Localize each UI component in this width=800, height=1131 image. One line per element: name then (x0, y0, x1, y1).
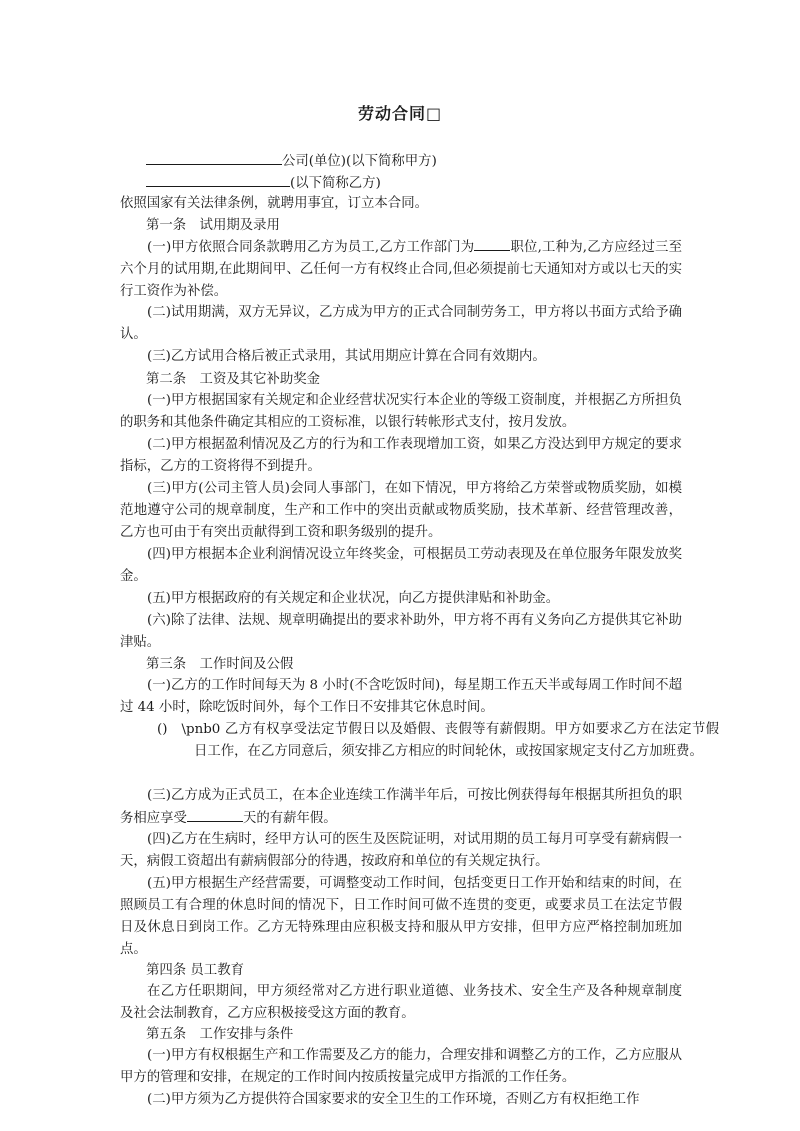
intro-text: 依照国家有关法律条例，就聘用事宜，订立本合同。 (120, 196, 428, 211)
article-2-clause-2: (二)甲方根据盈利情况及乙方的行为和工作表现增加工资，如果乙方没达到甲方规定的要求指标，乙方的工资将得不到提升。 (120, 437, 682, 474)
article-3-clause-2: () \pnb0 乙方有权享受法定节假日以及婚假、丧假等有薪假期。甲方如要求乙方在法定节假日工作，在乙方同意后，须安排乙方相应的时间轮休，或按国家规定支付乙方加班费。 (157, 722, 719, 759)
article-2-clause-4: (四)甲方根据本企业利润情况设立年终奖金，可根据员工劳动表现及在单位服务年限发放奖金。 (120, 547, 682, 584)
party-b-blank (146, 172, 290, 187)
article-1-title: 第一条 试用期及录用 (146, 218, 280, 233)
party-b-line (146, 172, 381, 194)
article-1-clause-1: (一)甲方依照合同条款聘用乙方为员工,乙方工作部门为 职位,工种为,乙方应经过三至六个月的试用期,在此期间甲、乙任何一方有权终止合同,但必须提前七天通知对方或以七天的实行工资作为补偿。 (120, 236, 682, 303)
article-2-clause-3: (三)甲方(公司主管人员)会同人事部门，在如下情况，甲方将给乙方荣誉或物质奖励，如模范地遵守公司的规章制度，生产和工作中的突出贡献或物质奖励，技术革新、经营管理改善，乙方也可由于有突出贡献得到工资和职务级别的提升。 (120, 481, 682, 540)
article-1-clause-2: (二)试用期满，双方无异议，乙方成为甲方的正式合同制劳务工，甲方将以书面方式给予确认。 (120, 305, 682, 342)
party-b-label: (以下简称乙方) (290, 176, 381, 191)
article-4-clause-1: 在乙方任职期间，甲方须经常对乙方进行职业道德、业务技术、安全生产及各种规章制度及社会法制教育，乙方应积极接受这方面的教育。 (120, 984, 682, 1021)
article-5-title: 第五条 工作安排与条件 (146, 1027, 294, 1042)
department-blank (474, 236, 510, 251)
party-a-blank (146, 150, 282, 165)
article-2-clause-6: (六)除了法律、法规、规章明确提出的要求补助外，甲方将不再有义务向乙方提供其它补助津贴。 (120, 613, 682, 650)
article-3-clause-5: (五)甲方根据生产经营需要，可调整变动工作时间，包括变更日工作开始和结束的时间，在照顾员工有合理的休息时间的情况下，日工作时间可做不连贯的变更，或要求员工在法定节假日及休息日到岗工作。乙方无特殊理由应积极支持和服从甲方安排，但甲方应严格控制加班加点。 (120, 876, 682, 957)
article-1-clause-3: (三)乙方试用合格后被正式录用，其试用期应计算在合同有效期内。 (147, 349, 546, 364)
article-3-title: 第三条 工作时间及公假 (146, 657, 294, 672)
article-3-clause-3: (三)乙方成为正式员工，在本企业连续工作满半年后，可按比例获得每年根据其所担负的职务相应享受 天的有薪年假。 (120, 788, 682, 826)
article-5-clause-1: (一)甲方有权根据生产和工作需要及乙方的能力，合理安排和调整乙方的工作，乙方应服从甲方的管理和安排，在规定的工作时间内按质按量完成甲方指派的工作任务。 (120, 1048, 682, 1085)
article-3-clause-4: (四)乙方在生病时，经甲方认可的医生及医院证明，对试用期的员工每月可享受有薪病假一天，病假工资超出有薪病假部分的待遇，按政府和单位的有关规定执行。 (120, 832, 682, 869)
article-5-clause-2: (二)甲方须为乙方提供符合国家要求的安全卫生的工作环境，否则乙方有权拒绝工作 (147, 1092, 640, 1107)
annual-leave-days-blank (187, 807, 243, 822)
article-2-clause-5: (五)甲方根据政府的有关规定和企业状况，向乙方提供津贴和补助金。 (147, 591, 560, 606)
party-a-line (146, 150, 437, 172)
article-2-clause-1: (一)甲方根据国家有关规定和企业经营状况实行本企业的等级工资制度，并根据乙方所担负的职务和其他条件确定其相应的工资标准，以银行转帐形式支付，按月发放。 (120, 393, 682, 430)
article-2-title: 第二条 工资及其它补助奖金 (146, 372, 321, 387)
article-3-clause-1: (一)乙方的工作时间每天为 8 小时(不含吃饭时间)，每星期工作五天半或每周工作时间不超过 44 小时，除吃饭时间外，每个工作日不安排其它休息时间。 (120, 678, 682, 715)
article-4-title: 第四条 员工教育 (146, 963, 244, 978)
party-a-label: 公司(单位)(以下简称甲方) (282, 154, 437, 169)
document-title: 劳动合同□ (357, 104, 443, 123)
